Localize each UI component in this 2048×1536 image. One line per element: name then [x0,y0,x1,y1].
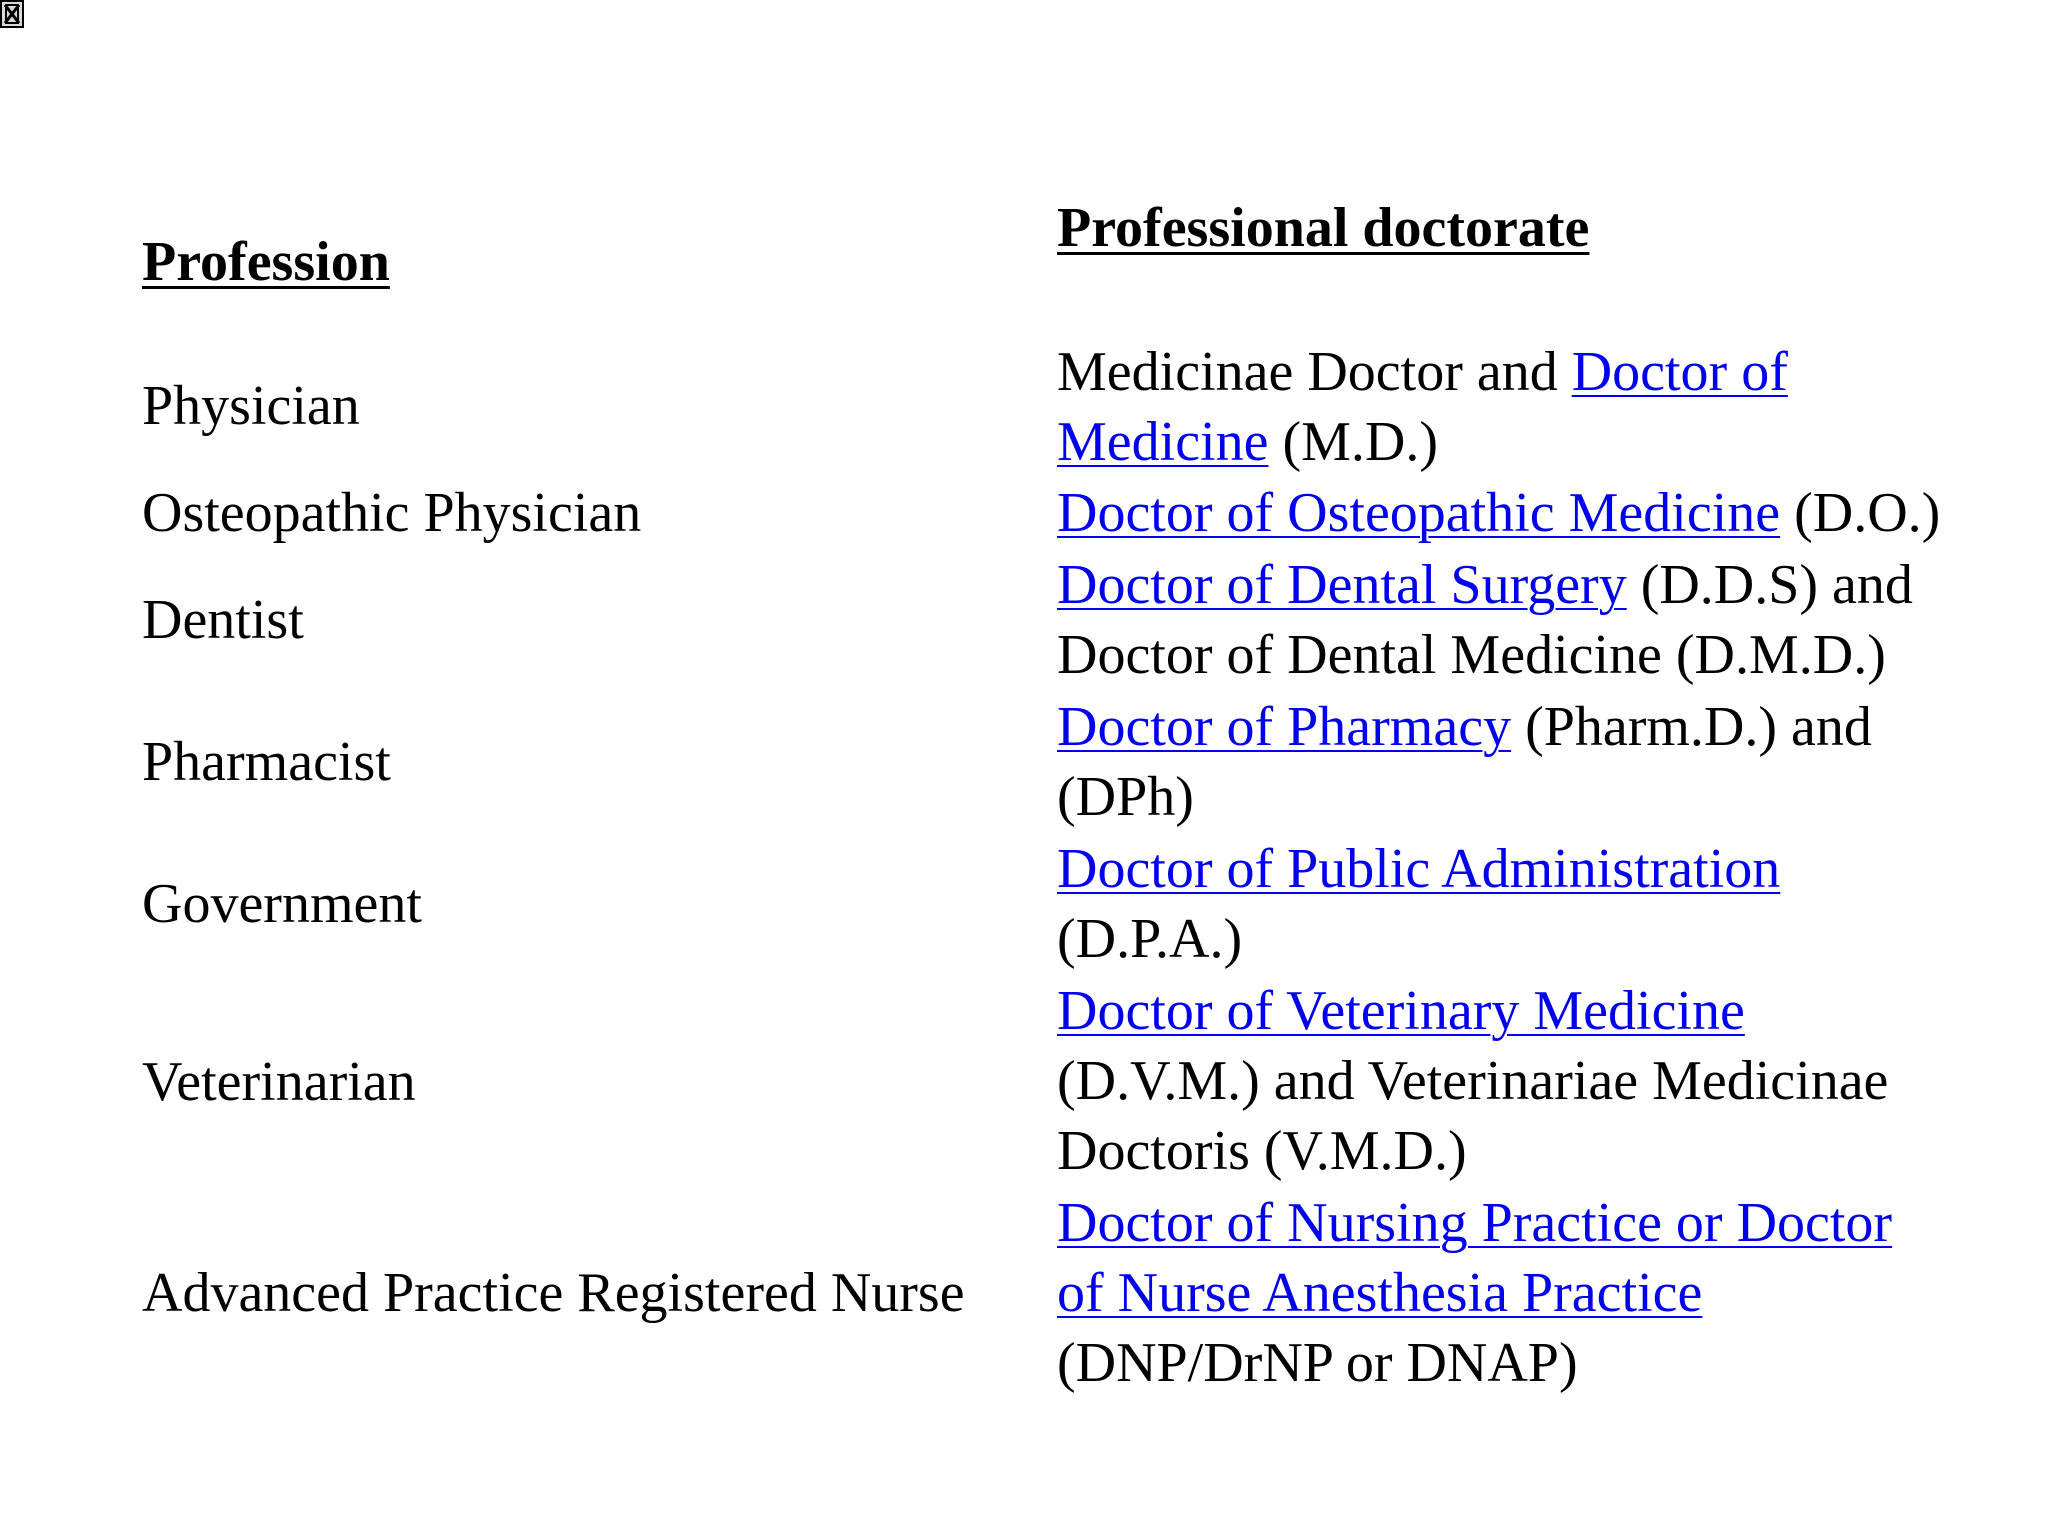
degree-physician-line-2 [1057,407,2047,477]
degree-dentist [1057,550,2047,690]
degree-pharmacist [1057,692,2047,832]
degree-physician-prefix: Medicinae Doctor and [1057,341,1572,403]
doctor-of-dental-surgery-link[interactable]: Doctor of Dental Surgery [1057,554,1627,616]
degree-dentist-line-2: Doctor of Dental Medicine (D.M.D.) [1057,624,1886,686]
profession-dentist: Dentist [142,589,304,651]
degree-nurse-line-1 [1057,1188,2047,1258]
profession-advanced-practice-registered-nurse: Advanced Practice Registered Nurse [142,1262,965,1324]
degree-dentist-line-1 [1057,550,2047,620]
degree-nurse-line-3: (DNP/DrNP or DNAP) [1057,1332,1578,1394]
degree-veterinarian-line-2: (D.V.M.) and Veterinariae Medicinae [1057,1050,1889,1112]
profession-osteopathic-physician: Osteopathic Physician [142,482,642,544]
degree-osteopathic-suffix: (D.O.) [1780,482,1941,544]
doctor-of-medicine-link-part-2[interactable]: Medicine [1057,411,1269,473]
profession-header: Profession [142,231,390,293]
professional-doctorate-header: Professional doctorate [1057,197,1590,259]
degree-veterinarian-line-1 [1057,976,2047,1046]
degree-physician [1057,337,2047,477]
doctor-of-nursing-practice-link-part-2[interactable]: of Nurse Anesthesia Practice [1057,1262,1703,1324]
degree-physician-line-1 [1057,337,2047,407]
profession-physician: Physician [142,375,360,437]
degree-pharmacist-line-2: (DPh) [1057,766,1194,828]
degree-government [1057,834,2047,974]
degree-pharmacist-line-1 [1057,692,2047,762]
degree-physician-suffix: (M.D.) [1268,411,1439,473]
degree-veterinarian-line-3: Doctoris (V.M.D.) [1057,1120,1467,1182]
doctor-of-nursing-practice-link-part-1[interactable]: Doctor of Nursing Practice or Doctor [1057,1192,1893,1254]
profession-pharmacist: Pharmacist [142,731,391,793]
doctor-of-medicine-link-part-1[interactable]: Doctor of [1571,341,1788,403]
doctor-of-pharmacy-link[interactable]: Doctor of Pharmacy [1057,696,1512,758]
degree-osteopathic-physician [1057,478,2047,548]
doctor-of-veterinary-medicine-link[interactable]: Doctor of Veterinary Medicine [1057,980,1745,1042]
doctor-of-osteopathic-medicine-link[interactable]: Doctor of Osteopathic Medicine [1057,482,1781,544]
degree-government-line-2: (D.P.A.) [1057,908,1243,970]
degree-advanced-practice-registered-nurse [1057,1188,2047,1398]
degree-government-line-1 [1057,834,2047,904]
doctor-of-public-administration-link[interactable]: Doctor of Public Administration [1057,838,1781,900]
degree-nurse-line-2 [1057,1258,2047,1328]
profession-veterinarian: Veterinarian [142,1051,416,1113]
degree-veterinarian [1057,976,2047,1186]
degree-pharmacist-suffix: (Pharm.D.) and [1511,696,1872,758]
degree-dentist-suffix: (D.D.S) and [1626,554,1913,616]
profession-government: Government [142,873,422,935]
